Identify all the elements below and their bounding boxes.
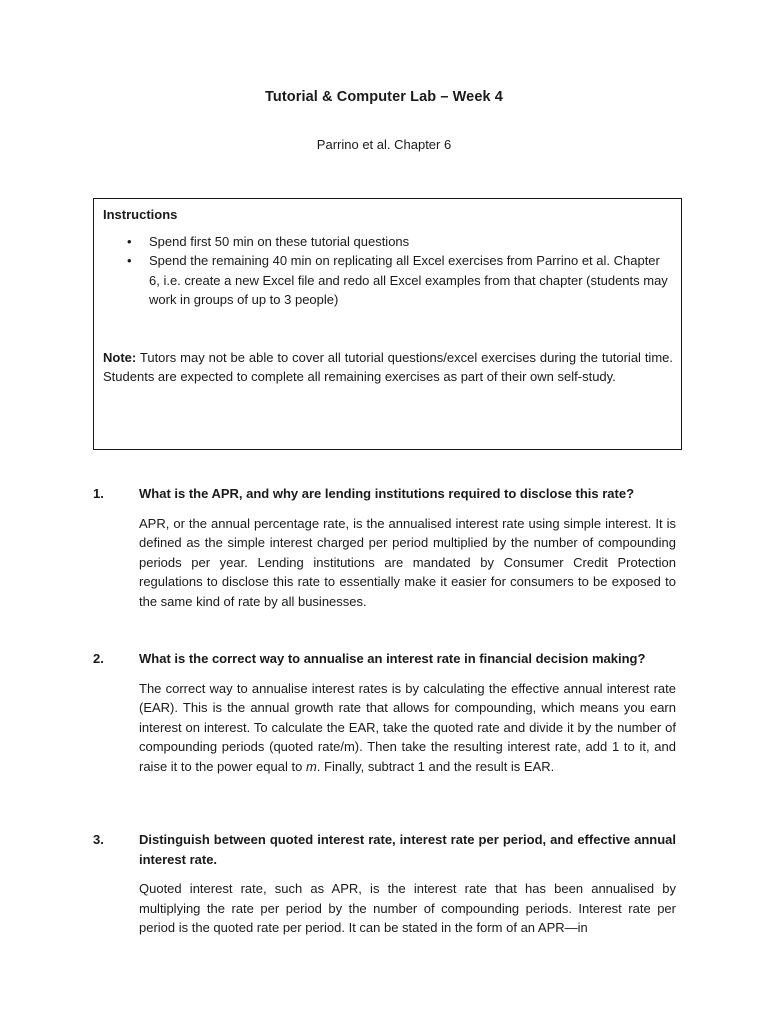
question-text: What is the correct way to annualise an interest rate in financial decision making? [139,651,646,666]
instructions-box [93,198,682,450]
question-number: 2. [93,651,104,666]
bullet-icon: • [127,233,132,249]
list-item [127,232,673,252]
question-number: 1. [93,486,104,501]
instructions-heading: Instructions [103,207,178,222]
document-subtitle: Parrino et al. Chapter 6 [316,137,452,152]
answer-text [139,679,676,777]
answer-text: Quoted interest rate, such as APR, is the interest rate that has been annualised by multiplying the rate per period by the number of compounding periods. Interest rate per period is the quoted rate per period. It can be stated in the form of an APR—in [139,881,676,935]
question-number: 3. [93,832,104,847]
note-label: Note: [103,349,137,365]
list-item [127,251,673,310]
question-3 [93,830,676,938]
question-1 [93,484,676,611]
question-text: What is the APR, and why are lending institutions required to disclose this rate? [139,486,635,501]
note-paragraph [103,348,673,387]
question-text: Distinguish between quoted interest rate, interest rate per period, and effective annual interest rate. [139,832,676,867]
answer-variable-m: m [305,758,317,774]
answer-text: APR, or the annual percentage rate, is the annualised interest rate using simple interest. It is defined as the simple interest charged per period multiplied by the number of compounding periods per year. Lending institutions are mandated by Consumer Credit Protection regulations to disclose this rate to essentially make it easier for consumers to be exposed to the same kind of rate by all businesses. [139,515,676,609]
question-2 [93,649,676,776]
answer-part: The correct way to annualise interest rates is by calculating the effective annual interest rate (EAR). This is the annual growth rate that allows for compounding, which means you earn interest on interest. To calculate the EAR, take the quoted rate and divide it by the number of compounding periods (quoted rate/m). Then take the resulting interest rate, add 1 to it, and raise it to the power equal to [139,680,676,774]
instructions-list [103,232,673,310]
document-title: Tutorial & Computer Lab – Week 4 [265,89,503,105]
bullet-icon: • [127,253,132,268]
answer-part: . Finally, subtract 1 and the result is EAR. [316,758,555,774]
instruction-text: Spend first 50 min on these tutorial questions [149,233,410,249]
note-text: Tutors may not be able to cover all tutorial questions/excel exercises during the tutorial time. Students are expected to complete all remaining exercises as part of their own self-study. [103,349,673,384]
instruction-text: Spend the remaining 40 min on replicating all Excel exercises from Parrino et al. Chapter 6, i.e. create a new Excel file and redo all Excel examples from that chapter (students may work in groups of up to 3 people) [149,253,668,307]
